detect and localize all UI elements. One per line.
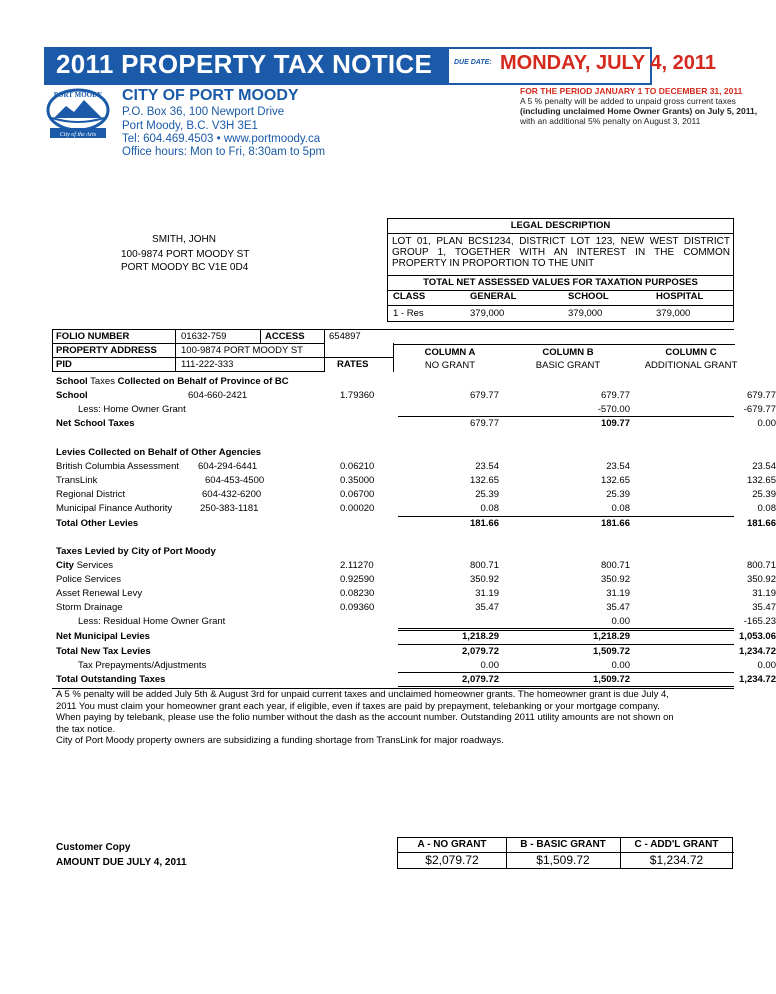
- legal-text: LOT 01, PLAN BCS1234, DISTRICT LOT 123, NEW WEST DISTRICT GROUP 1, TOGETHER WITH AN INTEREST IN THE COMMON PROPERTY IN PROPORTION TO THE UNIT: [392, 236, 730, 269]
- table-row: British Columbia Assessment 604-294-6441 0.06210 23.54 23.54 23.54: [56, 461, 776, 472]
- general-header: GENERAL: [470, 291, 517, 302]
- addl-grant-amount: $1,234.72: [649, 853, 704, 867]
- legal-description-box: [387, 218, 734, 322]
- no-grant-header: A - NO GRANT: [417, 839, 487, 850]
- school-row-label: School: [56, 390, 88, 401]
- city-phone-web: Tel: 604.469.4503 • www.portmoody.ca: [122, 133, 321, 145]
- addl-grant-header: C - ADD'L GRANT: [634, 839, 719, 850]
- city-office-hours: Office hours: Mon to Fri, 8:30am to 5pm: [122, 146, 326, 158]
- folio-box: [52, 329, 738, 372]
- general-value: 379,000: [470, 308, 505, 319]
- period-line-3: (including unclaimed Home Owner Grants) on July 5, 2011,: [520, 106, 758, 116]
- table-row: Net School Taxes 679.77 109.77 0.00: [56, 418, 776, 429]
- class-value: 1 - Res: [393, 308, 424, 319]
- penalty-note: A 5 % penalty will be added July 5th & August 3rd for unpaid current taxes and unclaimed homeowner grants. The homeowner grant is due July 4, 2011 You must claim your homeowner grant each year, if eligible, even if taxes are paid by prepayment, telebanking or your mortgage company. When paying by telebank, please use the folio number without the dash as the account number. Outstanding 2011 utility amounts are not shown on the tax notice. City of Port Moody property owners are subsidizing a funding shortage from TransLink for major roadways.: [56, 689, 674, 746]
- school-row-phone: 604-660-2421: [188, 390, 248, 401]
- city-address-2: Port Moody, B.C. V3H 3E1: [122, 120, 258, 132]
- property-address-label: PROPERTY ADDRESS: [56, 345, 157, 356]
- city-address-1: P.O. Box 36, 100 Newport Drive: [122, 106, 285, 118]
- property-address-value: 100-9874 PORT MOODY ST: [181, 345, 303, 356]
- city-taxes-heading: Taxes Levied by City of Port Moody: [56, 546, 216, 557]
- no-grant-amount: $2,079.72: [425, 853, 479, 867]
- pid-value: 111-222-333: [181, 359, 234, 370]
- logo-text-bottom: City of the Arts: [59, 132, 97, 138]
- table-row: Regional District 604-432-6200 0.06700 25.39 25.39 25.39: [56, 489, 776, 500]
- table-row: Less: Residual Home Owner Grant 0.00 -165.23: [78, 616, 776, 627]
- access-label: ACCESS: [265, 331, 305, 342]
- table-row: School 604-660-2421 1.79360 679.77 679.77 679.77: [56, 390, 776, 401]
- table-row: Total Outstanding Taxes 2,079.72 1,509.72 1,234.72: [56, 674, 776, 685]
- column-a-sub: NO GRANT: [424, 360, 476, 371]
- column-b-sub: BASIC GRANT: [535, 360, 601, 371]
- school-value: 379,000: [568, 308, 603, 319]
- amount-due-label: AMOUNT DUE JULY 4, 2011: [56, 857, 187, 868]
- period-line-4: with an additional 5% penalty on August 3, 2011: [520, 116, 701, 126]
- levies-heading: Levies Collected on Behalf of Other Agencies: [56, 447, 262, 458]
- period-line-2: A 5 % penalty will be added to unpaid gross current taxes: [520, 96, 736, 106]
- school-heading: School Taxes Collected on Behalf of Province of BC: [56, 376, 289, 387]
- basic-grant-header: B - BASIC GRANT: [520, 839, 606, 850]
- table-row: Storm Drainage 0.09360 35.47 35.47 35.47: [56, 602, 776, 613]
- logo-text-top: PORT MOODY: [53, 91, 103, 99]
- hospital-value: 379,000: [656, 308, 691, 319]
- city-name: CITY OF PORT MOODY: [122, 87, 299, 104]
- hospital-header: HOSPITAL: [656, 291, 704, 302]
- table-row: Asset Renewal Levy 0.08230 31.19 31.19 31.19: [56, 588, 776, 599]
- folio-value: 01632-759: [181, 331, 227, 342]
- column-a-header: COLUMN A: [424, 347, 476, 358]
- notice-title: 2011 PROPERTY TAX NOTICE: [56, 49, 433, 79]
- table-row: Less: Home Owner Grant -570.00 -679.77: [78, 404, 776, 415]
- school-row-rate: 1.79360: [340, 390, 375, 401]
- table-row: Total New Tax Levies 2,079.72 1,509.72 1,234.72: [56, 646, 776, 657]
- table-row: Municipal Finance Authority 250-383-1181 0.00020 0.08 0.08 0.08: [56, 503, 776, 514]
- table-row: Police Services 0.92590 350.92 350.92 350.92: [56, 574, 776, 585]
- owner-street: 100-9874 PORT MOODY ST: [121, 249, 250, 260]
- period-line-1: FOR THE PERIOD JANUARY 1 TO DECEMBER 31, 2011: [520, 86, 743, 96]
- column-b-header: COLUMN B: [542, 347, 594, 358]
- due-date-label: DUE DATE:: [454, 59, 492, 66]
- period-notice: [520, 86, 758, 126]
- legal-heading: LEGAL DESCRIPTION: [388, 219, 733, 234]
- owner-name: SMITH, JOHN: [152, 234, 216, 245]
- access-value: 654897: [329, 331, 361, 342]
- table-row: Tax Prepayments/Adjustments 0.00 0.00 0.00: [78, 660, 776, 671]
- customer-copy-label: Customer Copy: [56, 842, 131, 853]
- class-header: CLASS: [393, 291, 426, 302]
- column-c-header: COLUMN C: [665, 347, 717, 358]
- home-owner-grant-label: Less: Home Owner Grant: [78, 404, 186, 415]
- port-moody-logo: [44, 88, 112, 140]
- total-other-levies-label: Total Other Levies: [56, 518, 139, 529]
- table-row: Net Municipal Levies 1,218.29 1,218.29 1,053.06: [56, 631, 776, 642]
- pid-label: PID: [56, 359, 72, 370]
- basic-grant-amount: $1,509.72: [536, 853, 590, 867]
- table-row: City Services 2.11270 800.71 800.71 800.71: [56, 560, 776, 571]
- folio-label: FOLIO NUMBER: [56, 331, 130, 342]
- net-school-label: Net School Taxes: [56, 418, 135, 429]
- due-date-value: MONDAY, JULY 4, 2011: [500, 52, 717, 74]
- rates-label: RATES: [337, 359, 369, 370]
- grant-amounts-box: [397, 837, 733, 869]
- table-row: Total Other Levies 181.66 181.66 181.66: [56, 518, 776, 529]
- table-row: TransLink 604-453-4500 0.35000 132.65 132.65 132.65: [56, 475, 776, 486]
- assessed-heading: TOTAL NET ASSESSED VALUES FOR TAXATION PURPOSES: [388, 275, 733, 291]
- school-header: SCHOOL: [568, 291, 609, 302]
- owner-city: PORT MOODY BC V1E 0D4: [121, 262, 249, 273]
- column-c-sub: ADDITIONAL GRANT: [644, 360, 738, 371]
